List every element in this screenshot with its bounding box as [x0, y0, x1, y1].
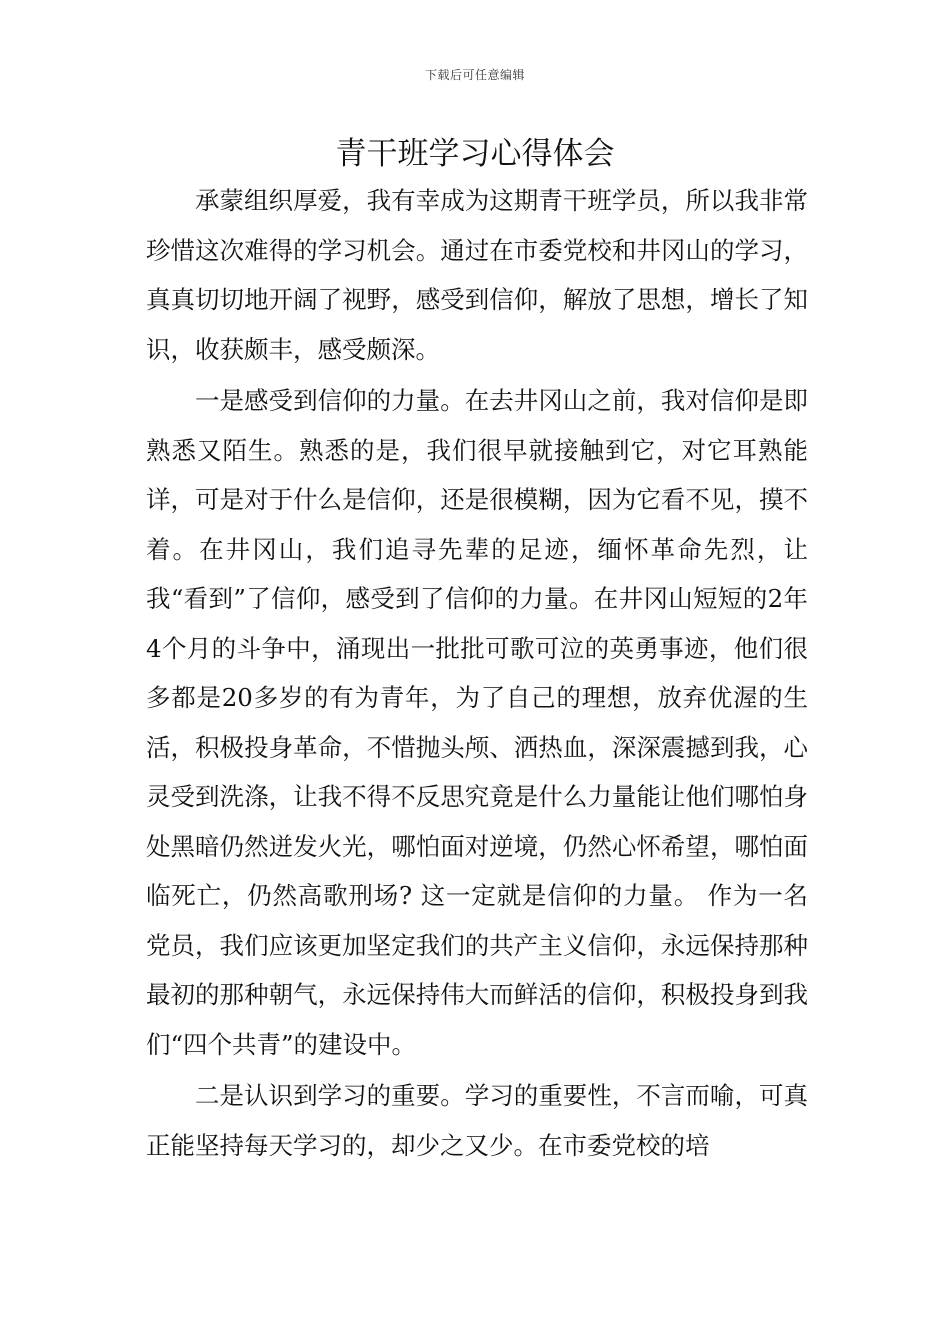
header-note: 下载后可任意编辑 [424, 68, 525, 82]
paragraph-faith: 一是感受到信仰的力量。在去井冈山之前，我对信仰是即熟悉又陌生。熟悉的是，我们很早就接触到它，对它耳熟能详，可是对于什么是信仰，还是很模糊，因为它看不见，摸不着。在井冈山，我们追寻先辈的足迹，缅怀革命先烈，让我“看到”了信仰，感受到了信仰的力量。在井冈山短短的2年4个月的斗争中，涌现出一批批可歌可泣的英勇事迹，他们很多都是20多岁的有为青年，为了自己的理想，放弃优渥的生活，积极投身革命，不惜抛头颅、洒热血，深深震撼到我，心灵受到洗涤，让我不得不反思究竟是什么力量能让他们哪怕身处黑暗仍然迸发火光，哪怕面对逆境，仍然心怀希望，哪怕面临死亡，仍然高歌刑场? 这一定就是信仰的力量。 作为一名党员，我们应该更加坚定我们的共产主义信仰，永远保持那种最初的那种朝气，永远保持伟大而鲜活的信仰，积极投身到我们“四个共青”的建设中。 [146, 386, 808, 1059]
document-title: 青干班学习心得体会 [335, 136, 615, 172]
paragraph-learning: 二是认识到学习的重要。学习的重要性，不言而喻，可真正能坚持每天学习的，却少之又少。在市委党校的培 [146, 1081, 808, 1160]
paragraph-intro: 承蒙组织厚爱，我有幸成为这期青干班学员，所以我非常珍惜这次难得的学习机会。通过在市委党校和井冈山的学习，真真切切地开阔了视野，感受到信仰，解放了思想，增长了知识，收获颇丰，感受颇深。 [146, 186, 808, 364]
document-body [146, 176, 808, 1172]
